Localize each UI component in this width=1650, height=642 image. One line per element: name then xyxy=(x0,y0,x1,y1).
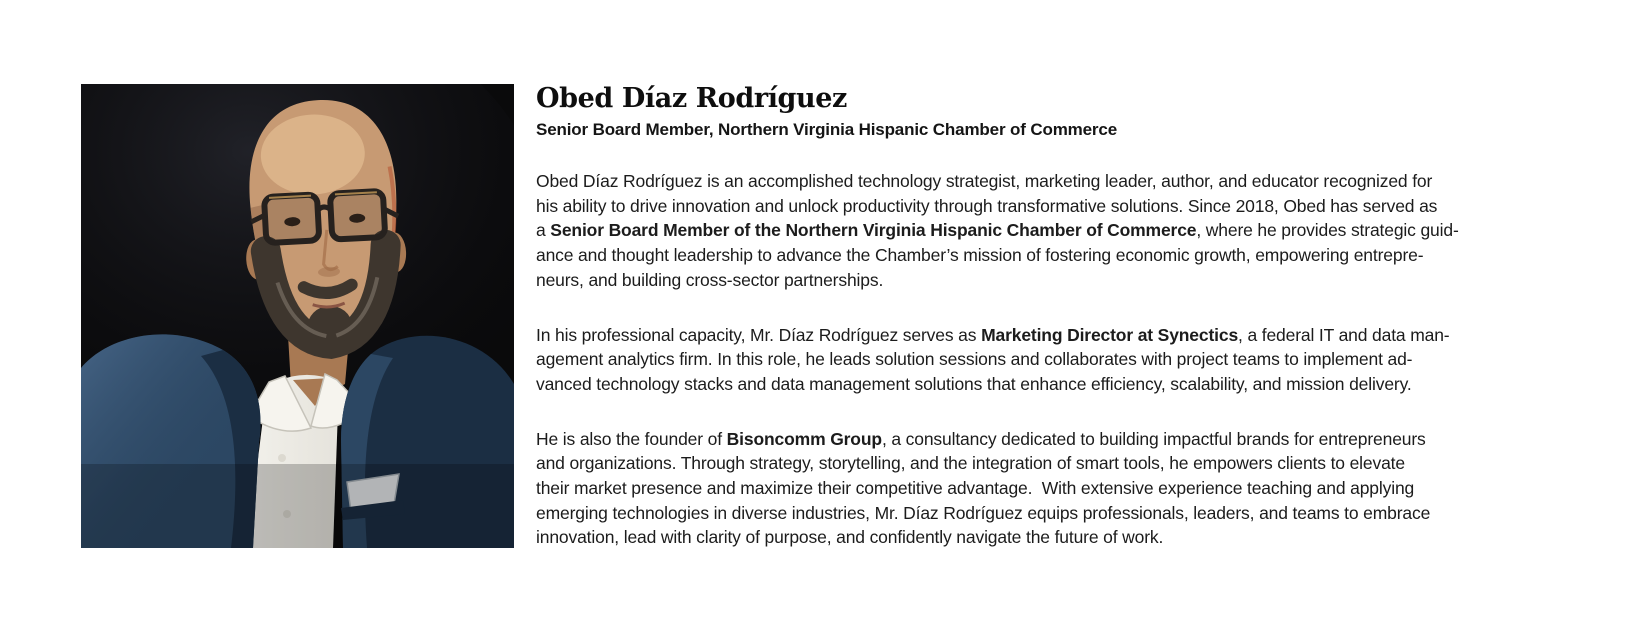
bio-text-line: emerging technologies in diverse industries, Mr. Díaz Rodríguez equips professionals, leaders, and teams to embrace xyxy=(536,502,1431,523)
bio-text-line: vanced technology stacks and data management solutions that enhance efficiency, scalability, and mission delivery. xyxy=(536,373,1412,394)
bio-text-line: and organizations. Through strategy, storytelling, and the integration of smart tools, he empowers clients to elevate xyxy=(536,453,1405,474)
bio-text-line: agement analytics firm. In this role, he leads solution sessions and collaborates with project teams to implement ad- xyxy=(536,349,1413,370)
bio-paragraph xyxy=(536,427,1586,551)
bio-text-line: Obed Díaz Rodríguez is an accomplished technology strategist, marketing leader, author, and educator recognized for xyxy=(536,171,1433,191)
bio-section xyxy=(536,83,1586,550)
bio-text-line: a Senior Board Member of the Northern Virginia Hispanic Chamber of Commerce, where he provides strategic guid- xyxy=(536,220,1459,241)
bio-text-line: ance and thought leadership to advance the Chamber’s mission of fostering economic growth, empowering entrepre- xyxy=(536,245,1424,266)
bio-text-line: In his professional capacity, Mr. Díaz Rodríguez serves as Marketing Director at Synectics, a federal IT and data man- xyxy=(536,324,1450,345)
person-name: Obed Díaz Rodríguez xyxy=(536,83,847,114)
portrait-illustration xyxy=(81,84,514,548)
bio-paragraph xyxy=(536,323,1586,397)
portrait-photo xyxy=(81,84,514,548)
bio-text-line: his ability to drive innovation and unlock productivity through transformative solutions. Since 2018, Obed has served as xyxy=(536,195,1438,216)
bio-text-line: innovation, lead with clarity of purpose, and confidently navigate the future of work. xyxy=(536,527,1164,548)
bio-text-line: their market presence and maximize their competitive advantage. With extensive experience teaching and applying xyxy=(536,478,1415,499)
bio-paragraphs xyxy=(536,169,1586,550)
bio-text-line: neurs, and building cross-sector partnerships. xyxy=(536,269,884,290)
bio-text-line: He is also the founder of Bisoncomm Group, a consultancy dedicated to building impactful brands for entrepreneurs xyxy=(536,428,1426,449)
bio-paragraph xyxy=(536,169,1586,293)
shirt-button xyxy=(278,454,286,462)
person-title: Senior Board Member, Northern Virginia Hispanic Chamber of Commerce xyxy=(536,120,1117,139)
